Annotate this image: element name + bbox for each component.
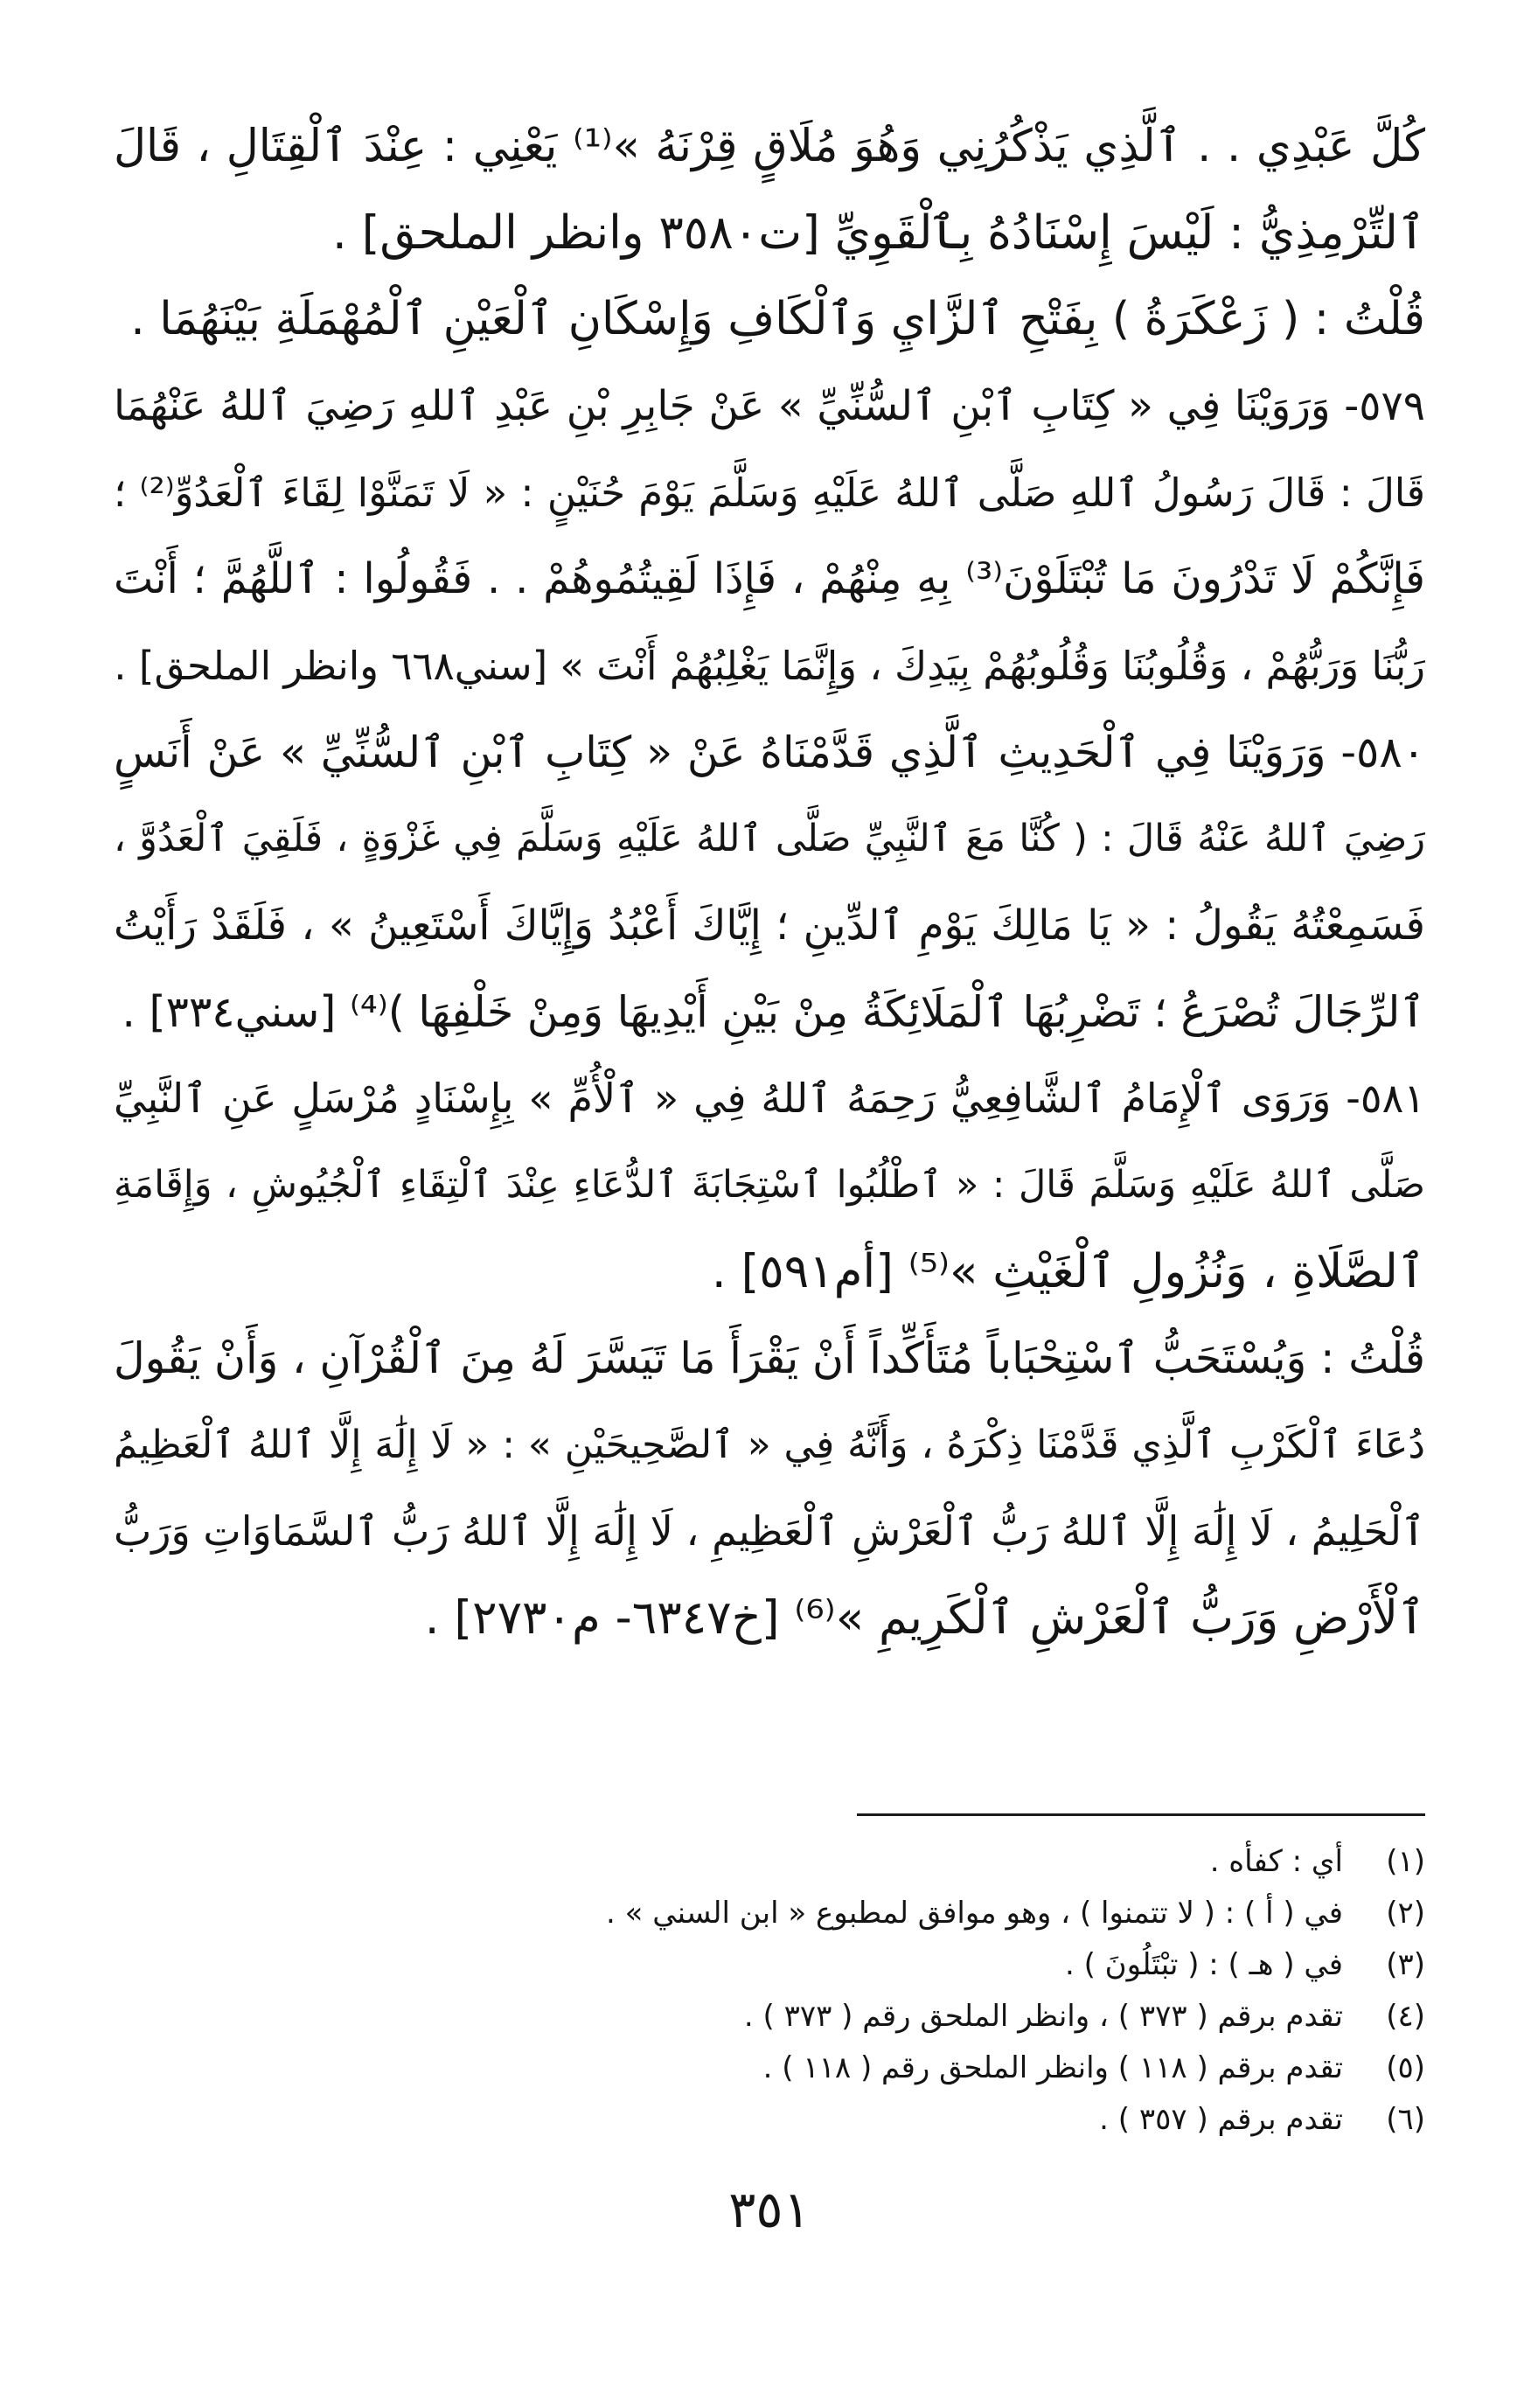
footnote-number: (٤)	[1386, 1999, 1425, 2034]
footnote-item	[525, 1836, 1425, 1888]
footnote-item	[525, 2094, 1425, 2146]
footnote-item	[525, 1991, 1425, 2043]
text-line: قَالَ : قَالَ رَسُولُ ٱللهِ صَلَّى ٱللهُ عَلَيْهِ وَسَلَّمَ يَوْمَ حُنَيْنٍ : « لَا تَمَنَّوْا لِقَاءَ ٱلْعَدُوِّ⁽²⁾ ؛	[114, 470, 1425, 516]
footnote-item	[525, 1888, 1425, 1939]
footnotes	[525, 1836, 1425, 2146]
footnote-number: (٦)	[1386, 2102, 1425, 2137]
text-line: ٱلْحَلِيمُ ، لَا إِلَٰهَ إِلَّا ٱللهُ رَبُّ ٱلْعَرْشِ ٱلْعَظِيمِ ، لَا إِلَٰهَ إِلَّا ٱللهُ رَبُّ ٱلسَّمَاوَاتِ وَرَبُّ	[114, 1507, 1425, 1555]
footnote-divider	[857, 1813, 1425, 1816]
qultu-paragraph-start: قُلْتُ : وَيُسْتَحَبُّ ٱسْتِحْبَاباً مُتَأَكِّداً أَنْ يَقْرَأَ مَا تَيَسَّرَ لَهُ مِنَ ٱلْقُرْآنِ ، وَأَنْ يَقُولَ	[114, 1333, 1425, 1383]
text-line: ٱلتِّرْمِذِيُّ : لَيْسَ إِسْنَادُهُ بِٱلْقَوِيِّ [ت٣٥٨٠ وانظر الملحق] .	[332, 206, 1425, 260]
text-line: كُلَّ عَبْدِي . . ٱلَّذِي يَذْكُرُنِي وَهُوَ مُلَاقٍ قِرْنَهُ »⁽¹⁾ يَعْنِي : عِنْدَ ٱلْقِتَالِ ، قَالَ	[114, 121, 1425, 172]
text-line: ٱلْأَرْضِ وَرَبُّ ٱلْعَرْشِ ٱلْكَرِيمِ »⁽⁶⁾ [خ٦٣٤٧- م٢٧٣٠] .	[424, 1591, 1425, 1645]
footnote-item	[525, 2043, 1425, 2094]
text-line: دُعَاءَ ٱلْكَرْبِ ٱلَّذِي قَدَّمْنَا ذِكْرَهُ ، وَأَنَّهُ فِي « ٱلصَّحِيحَيْنِ » : « لَا إِلَٰهَ إِلَّا ٱللهُ ٱلْعَظِيمُ	[114, 1423, 1425, 1467]
text-line: ٱلصَّلَاةِ ، وَنُزُولِ ٱلْغَيْثِ »⁽⁵⁾ [أم٥٩١] .	[711, 1245, 1425, 1298]
hadith-581-start: ٥٨١- وَرَوَى ٱلْإِمَامُ ٱلشَّافِعِيُّ رَحِمَهُ ٱللهُ فِي « ٱلْأُمِّ » بِإِسْنَادٍ مُرْسَلٍ عَنِ ٱلنَّبِيِّ	[114, 1075, 1425, 1122]
hadith-580-start: ٥٨٠- وَرَوَيْنَا فِي ٱلْحَدِيثِ ٱلَّذِي قَدَّمْنَاهُ عَنْ « كِتَابِ ٱبْنِ ٱلسُّنِّيِّ » عَنْ أَنَسٍ	[114, 727, 1425, 777]
text-line: صَلَّى ٱللهُ عَلَيْهِ وَسَلَّمَ قَالَ : « ٱطْلُبُوا ٱسْتِجَابَةَ ٱلدُّعَاءِ عِنْدَ ٱلْتِقَاءِ ٱلْجُيُوشِ ، وَإِقَامَةِ	[114, 1163, 1425, 1207]
footnote-number: (٣)	[1386, 1947, 1425, 1982]
text-line: رَضِيَ ٱللهُ عَنْهُ قَالَ : ( كُنَّا مَعَ ٱلنَّبِيِّ صَلَّى ٱللهُ عَلَيْهِ وَسَلَّمَ فِي غَزْوَةٍ ، فَلَقِيَ ٱلْعَدُوَّ ،	[114, 817, 1425, 860]
hadith-579-start: ٥٧٩- وَرَوَيْنَا فِي « كِتَابِ ٱبْنِ ٱلسُّنِّيِّ » عَنْ جَابِرِ بْنِ عَبْدِ ٱللهِ رَضِيَ ٱللهُ عَنْهُمَا	[114, 382, 1425, 430]
text-line: فَسَمِعْتُهُ يَقُولُ : « يَا مَالِكَ يَوْمِ ٱلدِّينِ ؛ إِيَّاكَ أَعْبُدُ وَإِيَّاكَ أَسْتَعِينُ » ، فَلَقَدْ رَأَيْتُ	[114, 901, 1425, 950]
footnote-number: (٢)	[1386, 1896, 1425, 1931]
text-line: رَبُّنَا وَرَبُّهُمْ ، وَقُلُوبُنَا وَقُلُوبُهُمْ بِيَدِكَ ، وَإِنَّمَا يَغْلِبُهُمْ أَنْتَ » [سني٦٦٨ وانظر الملحق] .	[114, 643, 1425, 689]
footnote-text: في ( أ ) : ( لا تتمنوا ) ، وهو موافق لمطبوع « ابن السني » .	[606, 1896, 1343, 1931]
page-number: ٣٥١	[728, 2180, 811, 2239]
text-line: ٱلرِّجَالَ تُصْرَعُ ؛ تَضْرِبُهَا ٱلْمَلَائِكَةُ مِنْ بَيْنِ أَيْدِيهَا وَمِنْ خَلْفِهَا )⁽⁴⁾ [سني٣٣٤] .	[122, 987, 1425, 1037]
footnote-number: (١)	[1386, 1844, 1425, 1879]
text-line: فَإِنَّكُمْ لَا تَدْرُونَ مَا تُبْتَلَوْنَ⁽³⁾ بِهِ مِنْهُمْ ، فَإِذَا لَقِيتُمُوهُمْ . . فَقُولُوا : ٱللَّهُمَّ ؛ أَنْتَ	[114, 554, 1425, 603]
footnote-item	[525, 1939, 1425, 1991]
footnote-text: تقدم برقم ( ٣٥٧ ) .	[1099, 2102, 1343, 2137]
text-line: قُلْتُ : ( زَعْكَرَةُ ) بِفَتْحِ ٱلزَّايِ وَٱلْكَافِ وَإِسْكَانِ ٱلْعَيْنِ ٱلْمُهْمَلَةِ بَيْنَهُمَا .	[130, 293, 1425, 345]
footnote-text: في ( هـ ) : ( تبْتَلُونَ ) .	[1064, 1947, 1343, 1982]
footnote-text: أي : كفأه .	[1209, 1844, 1343, 1879]
footnote-text: تقدم برقم ( ٣٧٣ ) ، وانظر الملحق رقم ( ٣٧٣ ) .	[743, 1999, 1343, 2034]
main-text	[114, 103, 1425, 1661]
footnote-text: تقدم برقم ( ١١٨ ) وانظر الملحق رقم ( ١١٨ ) .	[762, 2050, 1343, 2085]
footnote-number: (٥)	[1386, 2050, 1425, 2085]
